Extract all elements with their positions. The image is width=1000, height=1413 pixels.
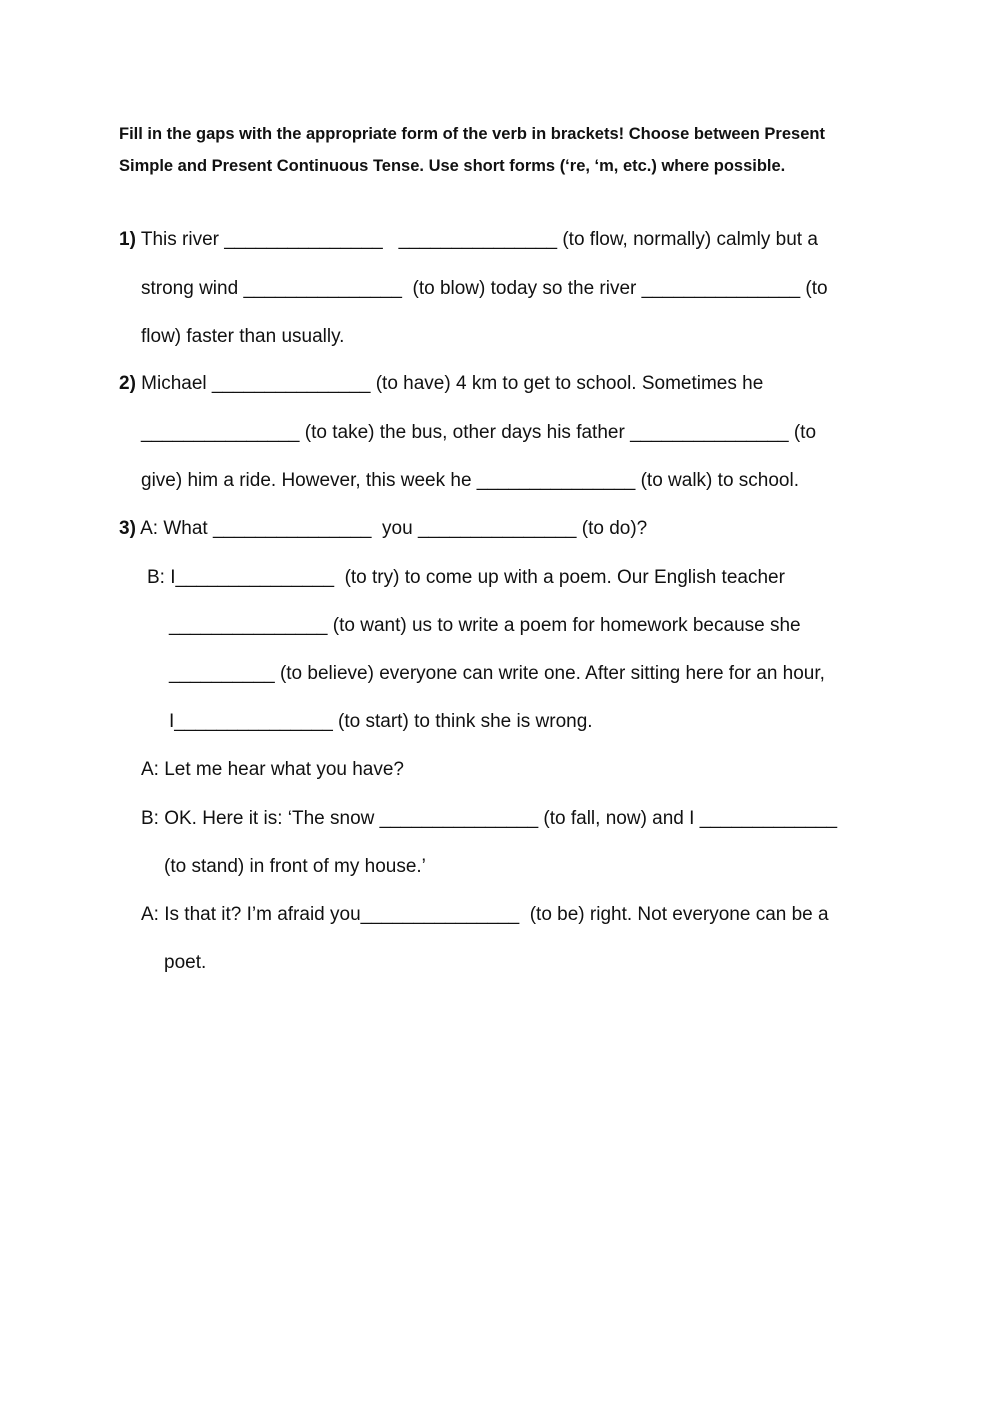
exercise-2-number: 2) [119, 373, 136, 394]
exercise-3-line-9: A: Is that it? I’m afraid you_______________ (to be) right. Not everyone can be a [141, 904, 829, 925]
exercise-3-line-1 [119, 517, 647, 541]
exercise-3-line-8: (to stand) in front of my house.’ [164, 856, 426, 877]
exercise-3-line-5: I_______________ (to start) to think she is wrong. [169, 711, 593, 732]
exercise-1-line-2: strong wind _______________ (to blow) today so the river _______________ (to [141, 278, 828, 299]
exercise-1-line-1 [119, 228, 818, 252]
exercise-3-line-10: poet. [164, 952, 207, 973]
exercise-2-line-1 [119, 372, 763, 396]
exercise-2-line-2: _______________ (to take) the bus, other days his father _______________ (to [141, 422, 817, 443]
exercise-3-line-2: B: I_______________ (to try) to come up with a poem. Our English teacher [147, 567, 785, 588]
exercise-3-line-7: B: OK. Here it is: ‘The snow _______________ (to fall, now) and I _____________ [141, 808, 838, 829]
exercise-3-number: 3) [119, 518, 136, 539]
exercise-2-line-3: give) him a ride. However, this week he _______________ (to walk) to school. [141, 470, 799, 491]
exercise-1-text: This river _______________ _______________ (to flow, normally) calmly but a [135, 229, 818, 250]
exercise-3-text: A: What _______________ you _______________ (to do)? [135, 518, 648, 539]
exercise-3-line-3: _______________ (to want) us to write a poem for homework because she [169, 615, 801, 636]
exercise-1-line-3: flow) faster than usually. [141, 326, 345, 347]
exercise-2-text: Michael _______________ (to have) 4 km to get to school. Sometimes he [135, 373, 764, 394]
exercise-3-line-6: A: Let me hear what you have? [141, 759, 404, 780]
instructions: Fill in the gaps with the appropriate form of the verb in brackets! Choose between Present Simple and Present Continuous Tense. Use short forms (‘re, ‘m, etc.) where possible. [119, 125, 825, 175]
exercise-1-number: 1) [119, 229, 136, 250]
exercise-3-line-4: __________ (to believe) everyone can write one. After sitting here for an hour, [169, 663, 825, 684]
